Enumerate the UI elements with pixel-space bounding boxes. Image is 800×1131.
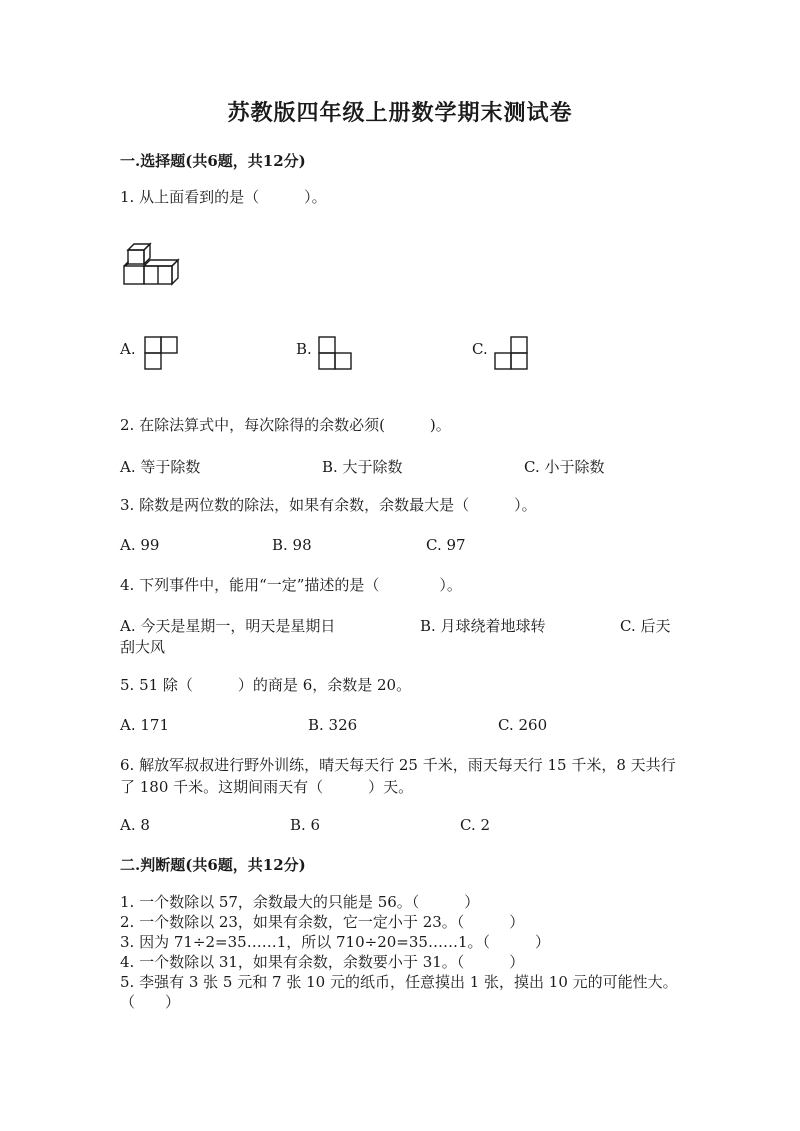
q6-option-b: B. 6: [290, 816, 321, 834]
judge-item: 1. 一个数除以 57，余数最大的只能是 56。（ ）: [120, 893, 480, 911]
q5-option-c: C. 260: [498, 716, 548, 734]
section-heading-judge: 二.判断题(共6题，共12分): [120, 856, 306, 874]
page-title: 苏教版四年级上册数学期末测试卷: [227, 100, 573, 126]
judge-item: 3. 因为 71÷2=35……1，所以 710÷20=35……1。（ ）: [120, 933, 550, 951]
q2-option-c: C. 小于除数: [524, 458, 605, 476]
judge-item: 2. 一个数除以 23，如果有余数，它一定小于 23。（ ）: [120, 913, 525, 931]
q4-option-b: B. 月球绕着地球转: [420, 617, 546, 635]
cube-stack-figure: [120, 240, 180, 290]
q4-option-c-continued: 刮大风: [120, 638, 166, 656]
q1-option-c: C.: [472, 340, 488, 358]
q1-option-b: B.: [296, 340, 312, 358]
option-a-figure: [144, 336, 178, 370]
q3-option-a: A. 99: [120, 536, 160, 554]
judge-item: 5. 李强有 3 张 5 元和 7 张 10 元的纸币，任意摸出 1 张，摸出 10 元的可能性大。 （ ）: [120, 973, 686, 1011]
question-2: 2. 在除法算式中，每次除得的余数必须( )。: [120, 416, 451, 434]
q4-option-a: A. 今天是星期一，明天是星期日: [120, 617, 336, 635]
question-6: 6. 解放军叔叔进行野外训练，晴天每天行 25 千米，雨天每天行 15 千米，8 天共行了 180 千米。这期间雨天有（ ）天。: [120, 756, 676, 796]
judge-item: 4. 一个数除以 31，如果有余数，余数要小于 31。（ ）: [120, 953, 525, 971]
question-1: 1. 从上面看到的是（ ）。: [120, 188, 327, 206]
section-heading-choice: 一.选择题(共6题，共12分): [120, 152, 306, 170]
question-5: 5. 51 除（ ）的商是 6，余数是 20。: [120, 676, 412, 694]
q6-option-c: C. 2: [460, 816, 491, 834]
q4-option-c: C. 后天: [620, 617, 671, 635]
q2-option-a: A. 等于除数: [120, 458, 201, 476]
q2-option-b: B. 大于除数: [322, 458, 403, 476]
q3-option-c: C. 97: [426, 536, 466, 554]
option-c-figure: [494, 336, 528, 370]
option-b-figure: [318, 336, 352, 370]
q3-option-b: B. 98: [272, 536, 312, 554]
q5-option-b: B. 326: [308, 716, 358, 734]
question-4: 4. 下列事件中，能用“一定”描述的是（ ）。: [120, 576, 462, 594]
q5-option-a: A. 171: [120, 716, 169, 734]
judge-list: [120, 892, 686, 1012]
question-3: 3. 除数是两位数的除法，如果有余数，余数最大是（ ）。: [120, 496, 537, 514]
q6-option-a: A. 8: [120, 816, 150, 834]
q1-option-a: A.: [120, 340, 136, 358]
